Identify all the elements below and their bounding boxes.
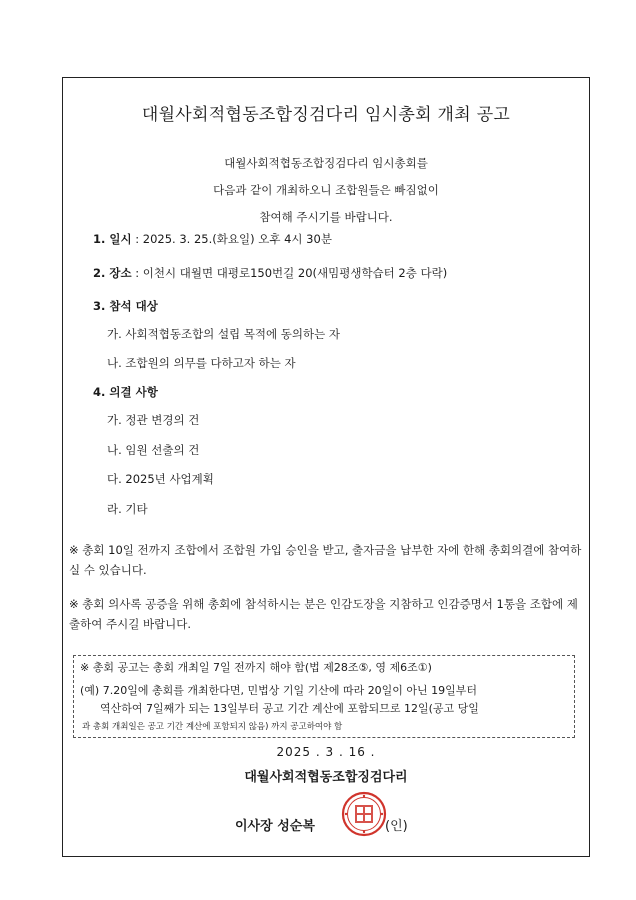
attend-sub-2: 나. 조합원의 의무를 다하고자 하는 자 [107, 356, 296, 370]
notice-title: 대월사회적협동조합징검다리 임시총회 개최 공고 [141, 105, 511, 125]
intro-line-3: 참여해 주시기를 바랍니다. [259, 210, 393, 224]
note-notary: ※ 총회 의사록 공증을 위해 총회에 참석하시는 분은 인감도장을 지참하고 인감증명서 1통을 조합에 제출하여 주시길 바랍니다. [69, 597, 578, 631]
agenda-sub-4: 라. 기타 [107, 502, 148, 516]
rule-line-2: (예) 7.20일에 총회를 개최한다면, 민법상 기일 기산에 따라 20일이 아닌 19일부터 [80, 684, 478, 697]
notice-date: 2025 . 3 . 16 . [276, 745, 376, 759]
rule-line-3: 역산하여 7일째가 되는 13일부터 공고 기간 계산에 포함되므로 12일(공고 당일 [100, 702, 479, 715]
item-place-value: : 이천시 대월면 대평로150번길 20(새밈평생학습터 2층 다락) [131, 266, 448, 280]
item-attend [93, 298, 158, 314]
seal-mark-text: (인) [385, 819, 408, 834]
item-date-value: : 2025. 3. 25.(화요일) 오후 4시 30분 [131, 232, 332, 246]
agenda-sub-2: 나. 임원 선출의 건 [107, 443, 200, 457]
item-agenda [93, 384, 158, 400]
official-seal-icon [341, 791, 387, 837]
agenda-sub-1: 가. 정관 변경의 건 [107, 413, 200, 427]
item-place [93, 265, 447, 281]
intro-line-2: 다음과 같이 개최하오니 조합원들은 빠짐없이 [213, 183, 439, 197]
chairperson-name: 이사장 성순복 [235, 819, 315, 834]
rule-line-1: ※ 총회 공고는 총회 개최일 7일 전까지 해야 함(법 제28조⑤, 영 제6조①) [80, 661, 432, 674]
announcement-rule-box [73, 655, 575, 738]
attend-sub-1: 가. 사회적협동조합의 설립 목적에 동의하는 자 [107, 327, 341, 341]
rule-line-4: 과 총회 개최일은 공고 기간 계산에 포함되지 않음) 까지 공고하여야 함 [82, 722, 343, 732]
notice-intro [63, 150, 589, 231]
note-vote: ※ 총회 10일 전까지 조합에서 조합원 가입 승인을 받고, 출자금을 납부한 자에 한해 총회의결에 참여하실 수 있습니다. [69, 543, 582, 577]
item-attend-label: 3. 참석 대상 [93, 299, 158, 313]
item-place-label: 2. 장소 [93, 266, 132, 280]
agenda-sub-3: 다. 2025년 사업계획 [107, 472, 214, 486]
item-date-label: 1. 일시 [93, 232, 132, 246]
intro-line-1: 대월사회적협동조합징검다리 임시총회를 [224, 156, 428, 170]
organization-name: 대월사회적협동조합징검다리 [244, 770, 408, 785]
notice-frame [62, 77, 590, 857]
item-agenda-label: 4. 의결 사항 [93, 385, 158, 399]
item-date [93, 231, 332, 247]
